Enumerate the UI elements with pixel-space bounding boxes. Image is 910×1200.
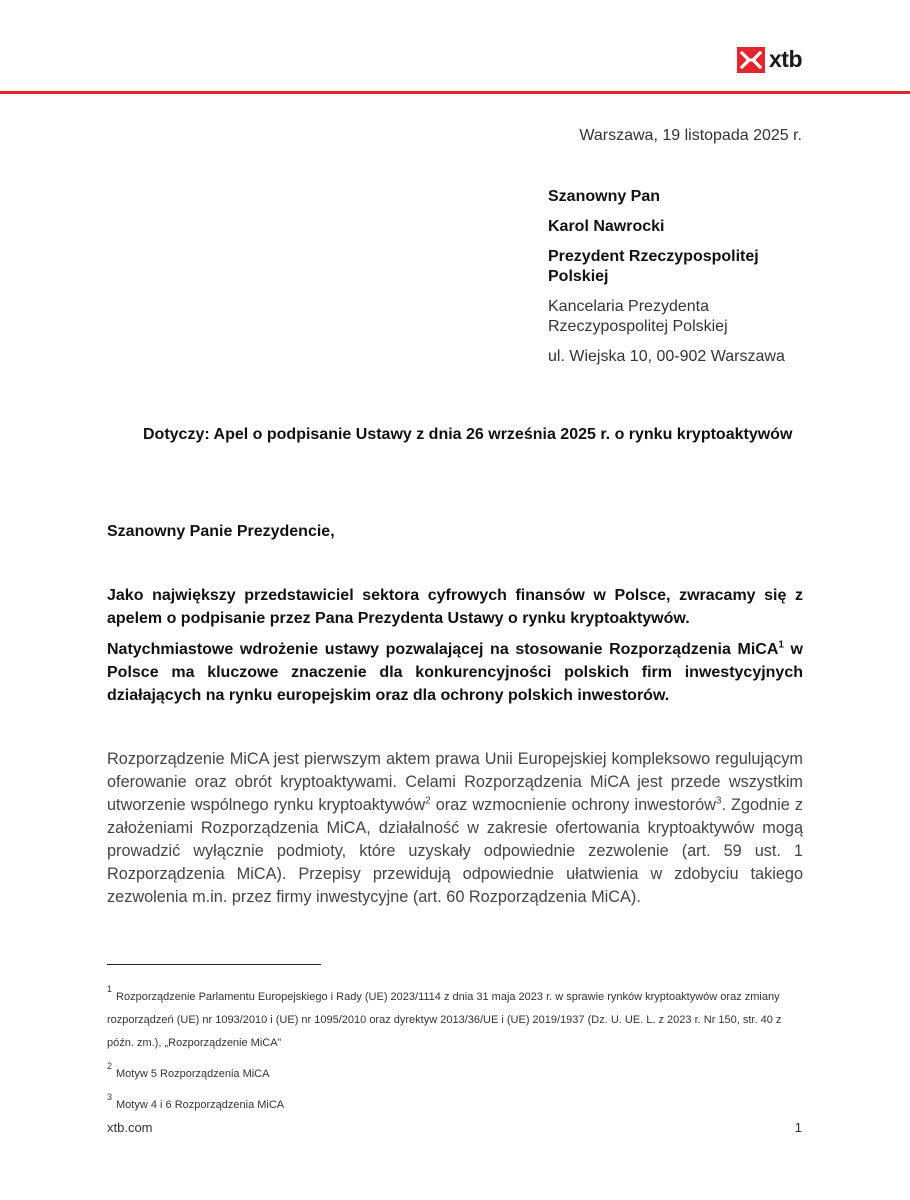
logo-text: xtb bbox=[769, 46, 802, 72]
xtb-logo-mark-icon bbox=[737, 47, 765, 73]
paragraph-text: w Polsce ma kluczowe znaczenie dla konkurencyjności polskich firm inwestycyjnych działających na rynku europejskim oraz dla ochrony polskich inwestorów. bbox=[107, 641, 804, 704]
footnote-ref: 1 bbox=[778, 639, 784, 651]
paragraph-text: Natychmiastowe wdrożenie ustawy pozwalającej na stosowanie Rozporządzenia MiCA bbox=[107, 641, 779, 658]
footer-site-link[interactable]: xtb.com bbox=[107, 1120, 153, 1135]
addressee-address: ul. Wiejska 10, 00-902 Warszawa bbox=[548, 348, 785, 365]
letter-date: Warszawa, 19 listopada 2025 r. bbox=[579, 127, 802, 144]
footnotes bbox=[107, 978, 803, 1117]
footnote-text: Motyw 4 i 6 Rozporządzenia MiCA bbox=[116, 1099, 285, 1111]
addressee-greeting: Szanowny Pan bbox=[548, 188, 661, 205]
addressee-block bbox=[548, 187, 818, 377]
footnote-item bbox=[107, 978, 803, 1055]
footnote-text: Motyw 5 Rozporządzenia MiCA bbox=[116, 1068, 270, 1080]
header-red-rule bbox=[0, 91, 910, 94]
footnote-number: 3 bbox=[107, 1092, 113, 1102]
paragraph-text: . Zgodnie z założeniami Rozporządzenia MiCA, działalność w zakresie ofertowania kryptoaktywów mogą prowadzić wyłącznie podmioty, które uzyskały odpowiednie zezwolenie (art. 59 ust. 1 Rozporządzenia MiCA). Przepisy przewidują odpowiednie ułatwienia w zdobyciu takiego zezwolenia m.in. przez firmy inwestycyjne (art. 60 Rozporządzenia MiCA). bbox=[107, 796, 803, 906]
paragraph-text: oraz wzmocnienie ochrony inwestorów bbox=[430, 796, 716, 814]
paragraph-mica-importance bbox=[107, 638, 803, 707]
footnote-divider bbox=[107, 964, 321, 965]
xtb-logo bbox=[737, 46, 802, 73]
paragraph-mica-description bbox=[107, 748, 803, 909]
paragraph-appeal: Jako największy przedstawiciel sektora cyfrowych finansów w Polsce, zwracamy się z apelem o podpisanie przez Pana Prezydenta Ustawy o rynku kryptoaktywów. bbox=[107, 587, 803, 627]
page-number: 1 bbox=[794, 1120, 802, 1135]
footnote-ref: 3 bbox=[715, 795, 722, 807]
letter-salutation: Szanowny Panie Prezydencie, bbox=[107, 523, 335, 540]
paragraph-text: Rozporządzenie MiCA jest pierwszym aktem prawa Unii Europejskiej kompleksowo regulującym oferowanie oraz obrót kryptoaktywami. Celami Rozporządzenia MiCA jest przede wszystkim utworzenie wspólnego rynku kryptoaktywów bbox=[107, 750, 803, 814]
footnote-text: Rozporządzenie Parlamentu Europejskiego i Rady (UE) 2023/1114 z dnia 31 maja 2023 r. w sprawie rynków kryptoaktywów oraz zmiany rozporządzeń (UE) nr 1093/2010 i (UE) nr 1095/2010 oraz dyrektyw 2013/36/UE i (UE) 2019/1937 (Dz. U. UE. L. z 2023 r. Nr 150, str. 40 z późn. zm.), „Rozporządzenie MiCA” bbox=[107, 991, 782, 1049]
footnote-item bbox=[107, 1086, 803, 1117]
page-footer bbox=[107, 1120, 802, 1135]
footnote-number: 2 bbox=[107, 1061, 113, 1071]
addressee-title: Prezydent Rzeczypospolitej Polskiej bbox=[548, 248, 759, 285]
footnote-number: 1 bbox=[107, 984, 113, 994]
letter-subject: Dotyczy: Apel o podpisanie Ustawy z dnia 26 września 2025 r. o rynku kryptoaktywów bbox=[143, 426, 793, 443]
footnote-item bbox=[107, 1055, 803, 1086]
addressee-office: Kancelaria Prezydenta Rzeczypospolitej Polskiej bbox=[548, 298, 728, 335]
footnote-ref: 2 bbox=[425, 795, 431, 807]
addressee-name: Karol Nawrocki bbox=[548, 218, 665, 235]
